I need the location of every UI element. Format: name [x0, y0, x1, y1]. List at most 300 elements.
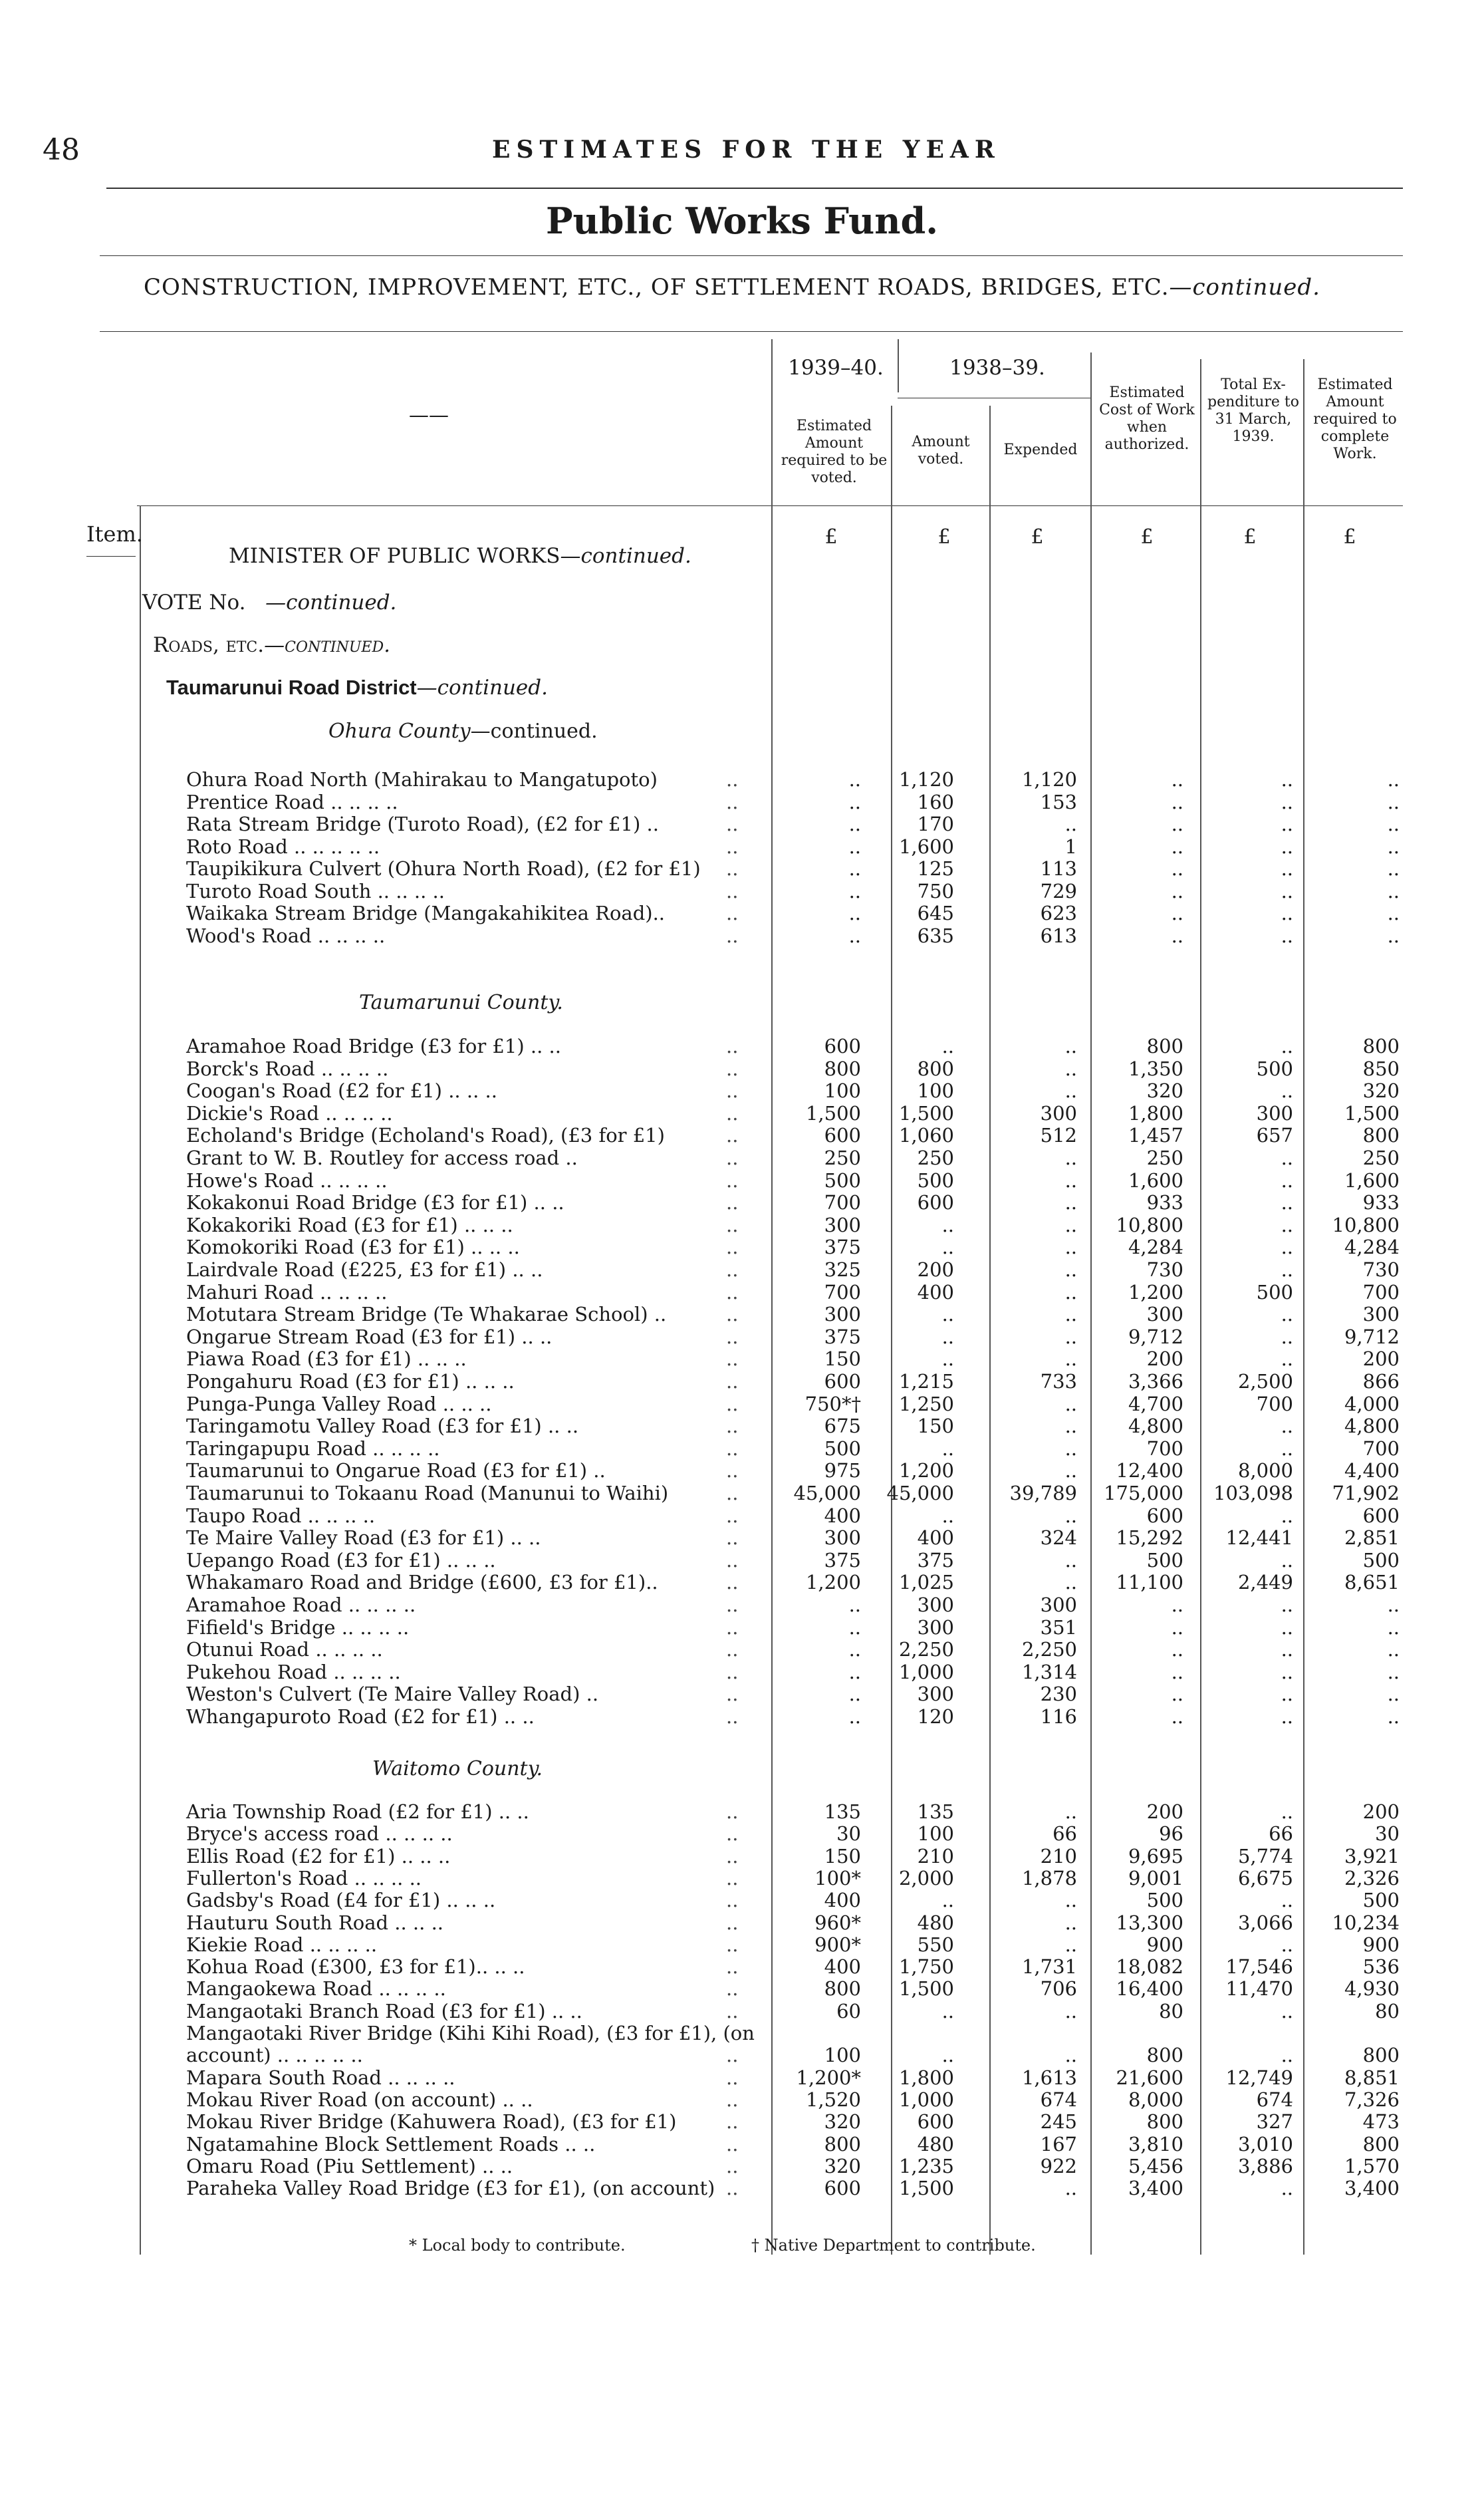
- row-name: Komokoriki Road (£3 for £1) .. .. ..: [186, 1236, 520, 1258]
- currency-c6: £: [1343, 525, 1356, 549]
- minister-text: MINISTER OF PUBLIC WORKS: [229, 544, 560, 568]
- row-cell-c5: 66: [1269, 1822, 1293, 1845]
- row-cell-c3: 116: [1040, 1705, 1077, 1728]
- row-cell-c1: 675: [824, 1415, 861, 1437]
- stub-dash: ——: [409, 404, 449, 427]
- row-cell-c6: 250: [1362, 1147, 1400, 1169]
- table-row: [0, 2022, 1484, 2044]
- row-cell-c6: 600: [1362, 1504, 1400, 1527]
- row-name: Mokau River Road (on account) .. ..: [186, 2088, 533, 2111]
- row-cell-c4: 12,400: [1116, 1459, 1183, 1482]
- subtitle-rule: [100, 331, 1403, 332]
- row-cell-c4: 320: [1146, 1079, 1183, 1102]
- row-cell-c6: 4,800: [1344, 1415, 1400, 1437]
- roads-heading: [153, 633, 390, 657]
- row-cell-c2: 160: [917, 791, 954, 813]
- header-rule: [106, 188, 1403, 189]
- row-cell-c4: 15,292: [1116, 1526, 1183, 1549]
- row-cell-c3: ..: [1064, 1258, 1077, 1281]
- row-cell-c3: 39,789: [1009, 1482, 1077, 1504]
- row-cell-c5: ..: [1281, 902, 1293, 924]
- table-row: [0, 881, 1484, 903]
- row-leader-dots: ..: [726, 791, 739, 813]
- row-leader-dots: ..: [726, 1347, 739, 1370]
- row-cell-c4: 1,350: [1128, 1057, 1183, 1080]
- row-cell-c2: 1,600: [898, 835, 954, 858]
- row-cell-c3: 623: [1040, 902, 1077, 924]
- row-cell-c4: 9,712: [1128, 1325, 1183, 1348]
- row-cell-c5: ..: [1281, 1236, 1293, 1258]
- row-cell-c3: 1,613: [1021, 2066, 1077, 2089]
- row-cell-c3: ..: [1064, 1057, 1077, 1080]
- row-name: Grant to W. B. Routley for access road ..: [186, 1147, 578, 1169]
- row-name: Motutara Stream Bridge (Te Whakarae School) ..: [186, 1303, 667, 1325]
- row-cell-c3: ..: [1064, 1933, 1077, 1956]
- row-leader-dots: ..: [726, 924, 739, 947]
- row-leader-dots: ..: [726, 1911, 739, 1934]
- row-cell-c4: 1,200: [1128, 1281, 1183, 1304]
- row-cell-c1: 100: [824, 2044, 861, 2066]
- row-leader-dots: ..: [726, 1616, 739, 1639]
- row-cell-c4: ..: [1171, 835, 1183, 858]
- row-leader-dots: ..: [726, 768, 739, 791]
- row-cell-c6: 2,851: [1344, 1526, 1400, 1549]
- row-cell-c1: 150: [824, 1347, 861, 1370]
- row-cell-c5: ..: [1281, 1035, 1293, 1057]
- row-cell-c6: 933: [1362, 1191, 1400, 1214]
- row-leader-dots: ..: [726, 1594, 739, 1616]
- table-row: [0, 1147, 1484, 1169]
- row-leader-dots: ..: [726, 2066, 739, 2089]
- row-cell-c2: 600: [917, 2110, 954, 2133]
- row-cell-c2: 750: [917, 880, 954, 903]
- table-row: [0, 836, 1484, 858]
- row-name: Kohua Road (£300, £3 for £1).. .. ..: [186, 1955, 525, 1978]
- row-cell-c6: 8,651: [1344, 1571, 1400, 1594]
- table-row: [0, 1036, 1484, 1057]
- row-cell-c1: 60: [836, 2000, 861, 2022]
- row-cell-c4: 500: [1146, 1889, 1183, 1911]
- table-row: [0, 2067, 1484, 2089]
- row-cell-c6: 536: [1362, 1955, 1400, 1978]
- row-cell-c1: ..: [848, 857, 861, 880]
- row-name: Omaru Road (Piu Settlement) .. ..: [186, 2155, 513, 2177]
- row-cell-c5: ..: [1281, 1683, 1293, 1705]
- row-cell-c3: 733: [1040, 1370, 1077, 1393]
- row-cell-c3: ..: [1064, 1169, 1077, 1192]
- minister-heading: [229, 544, 691, 568]
- row-cell-c4: 21,600: [1116, 2066, 1183, 2089]
- row-cell-c2: 125: [917, 857, 954, 880]
- row-cell-c6: ..: [1387, 880, 1400, 903]
- row-name: Ngatamahine Block Settlement Roads .. ..: [186, 2133, 596, 2156]
- row-cell-c2: 300: [917, 1683, 954, 1705]
- row-cell-c6: 1,600: [1344, 1169, 1400, 1192]
- row-cell-c1: 30: [836, 1822, 861, 1845]
- row-cell-c3: 66: [1052, 1822, 1077, 1845]
- row-cell-c1: ..: [848, 880, 861, 903]
- currency-c5: £: [1243, 525, 1257, 549]
- row-leader-dots: ..: [726, 1393, 739, 1415]
- row-cell-c1: ..: [848, 924, 861, 947]
- row-cell-c5: ..: [1281, 1303, 1293, 1325]
- row-cell-c1: 45,000: [793, 1482, 861, 1504]
- table-row: [0, 2044, 1484, 2066]
- row-cell-c5: ..: [1281, 1616, 1293, 1639]
- table-row: [0, 1505, 1484, 1527]
- row-cell-c2: 635: [917, 924, 954, 947]
- row-cell-c6: ..: [1387, 768, 1400, 791]
- row-cell-c2: ..: [941, 1325, 954, 1348]
- row-leader-dots: ..: [726, 1482, 739, 1504]
- row-cell-c3: ..: [1064, 1504, 1077, 1527]
- row-cell-c2: 150: [917, 1415, 954, 1437]
- row-cell-c4: 250: [1146, 1147, 1183, 1169]
- row-cell-c6: 2,326: [1344, 1867, 1400, 1889]
- row-cell-c4: ..: [1171, 1661, 1183, 1683]
- row-leader-dots: ..: [726, 1079, 739, 1102]
- row-leader-dots: ..: [726, 1169, 739, 1192]
- row-cell-c3: 2,250: [1021, 1638, 1077, 1661]
- row-name: Roto Road .. .. .. .. ..: [186, 835, 380, 858]
- row-cell-c3: 922: [1040, 2155, 1077, 2177]
- table-row: [0, 1868, 1484, 1889]
- row-name: Ongarue Stream Road (£3 for £1) .. ..: [186, 1325, 553, 1348]
- row-leader-dots: ..: [726, 835, 739, 858]
- row-cell-c5: ..: [1281, 857, 1293, 880]
- row-cell-c4: ..: [1171, 813, 1183, 835]
- row-cell-c4: 80: [1159, 2000, 1183, 2022]
- row-cell-c4: 300: [1146, 1303, 1183, 1325]
- row-name: Pongahuru Road (£3 for £1) .. .. ..: [186, 1370, 515, 1393]
- table-row: [0, 1934, 1484, 1956]
- row-cell-c4: 8,000: [1128, 2088, 1183, 2111]
- row-leader-dots: ..: [726, 813, 739, 835]
- row-cell-c3: 729: [1040, 880, 1077, 903]
- row-cell-c6: ..: [1387, 791, 1400, 813]
- row-cell-c6: ..: [1387, 902, 1400, 924]
- row-leader-dots: ..: [726, 1661, 739, 1683]
- row-cell-c4: 933: [1146, 1191, 1183, 1214]
- table-row: [0, 1594, 1484, 1616]
- row-cell-c5: ..: [1281, 1549, 1293, 1572]
- table-row: [0, 1304, 1484, 1325]
- row-cell-c1: 150: [824, 1845, 861, 1868]
- row-leader-dots: ..: [726, 857, 739, 880]
- row-cell-c5: 657: [1256, 1124, 1293, 1147]
- row-cell-c4: 800: [1146, 2110, 1183, 2133]
- row-cell-c5: 3,010: [1237, 2133, 1293, 2156]
- row-cell-c1: 800: [824, 1977, 861, 2000]
- row-cell-c1: 300: [824, 1303, 861, 1325]
- row-cell-c6: 30: [1375, 1822, 1400, 1845]
- row-cell-c3: ..: [1064, 1191, 1077, 1214]
- table-row: [0, 1326, 1484, 1348]
- row-cell-c5: ..: [1281, 1933, 1293, 1956]
- row-cell-c2: 1,235: [898, 2155, 954, 2177]
- header-est-complete: Estimated Amount required to complete Work.: [1313, 376, 1397, 462]
- row-cell-c1: 100*: [814, 1867, 861, 1889]
- row-cell-c1: 1,500: [805, 1102, 861, 1125]
- row-leader-dots: ..: [726, 1549, 739, 1572]
- row-leader-dots: ..: [726, 1504, 739, 1527]
- row-name: Taumarunui to Tokaanu Road (Manunui to Waihi): [186, 1482, 669, 1504]
- row-cell-c3: ..: [1064, 1079, 1077, 1102]
- row-leader-dots: ..: [726, 1977, 739, 2000]
- row-cell-c3: 351: [1040, 1616, 1077, 1639]
- row-cell-c1: ..: [848, 1683, 861, 1705]
- row-cell-c1: ..: [848, 791, 861, 813]
- row-cell-c6: 800: [1362, 1035, 1400, 1057]
- row-cell-c4: ..: [1171, 1705, 1183, 1728]
- row-name: Mangaokewa Road .. .. .. ..: [186, 1977, 446, 2000]
- row-cell-c5: ..: [1281, 2044, 1293, 2066]
- row-cell-c2: 120: [917, 1705, 954, 1728]
- row-name: Hauturu South Road .. .. ..: [186, 1911, 444, 1934]
- row-cell-c4: 4,700: [1128, 1393, 1183, 1415]
- row-name: Wood's Road .. .. .. ..: [186, 924, 386, 947]
- row-name: Ohura Road North (Mahirakau to Mangatupoto): [186, 768, 658, 791]
- row-cell-c1: 250: [824, 1147, 861, 1169]
- table-row: [0, 903, 1484, 924]
- row-cell-c1: 100: [824, 1079, 861, 1102]
- header-est-cost: Estimated Cost of Work when authorized.: [1099, 384, 1195, 453]
- row-cell-c6: 3,400: [1344, 2177, 1400, 2199]
- row-cell-c1: ..: [848, 1594, 861, 1616]
- row-cell-c6: 800: [1362, 1124, 1400, 1147]
- row-leader-dots: ..: [726, 1800, 739, 1823]
- table-row: [0, 858, 1484, 880]
- row-cell-c6: 866: [1362, 1370, 1400, 1393]
- row-cell-c2: ..: [941, 1889, 954, 1911]
- row-cell-c4: ..: [1171, 924, 1183, 947]
- row-cell-c4: 4,800: [1128, 1415, 1183, 1437]
- table-row: [0, 1080, 1484, 1102]
- row-leader-dots: ..: [726, 1035, 739, 1057]
- row-cell-c4: 500: [1146, 1549, 1183, 1572]
- row-cell-c3: 674: [1040, 2088, 1077, 2111]
- row-cell-c1: 1,520: [805, 2088, 861, 2111]
- row-cell-c1: ..: [848, 768, 861, 791]
- row-cell-c6: 320: [1362, 1079, 1400, 1102]
- row-cell-c2: ..: [941, 1347, 954, 1370]
- item-label: Item.: [86, 521, 143, 547]
- table-row: [0, 1889, 1484, 1911]
- row-cell-c1: 375: [824, 1236, 861, 1258]
- row-cell-c6: 4,400: [1344, 1459, 1400, 1482]
- row-cell-c4: 1,800: [1128, 1102, 1183, 1125]
- row-name: Mangaotaki Branch Road (£3 for £1) .. ..: [186, 2000, 582, 2022]
- row-cell-c4: 1,457: [1128, 1124, 1183, 1147]
- row-cell-c6: ..: [1387, 1638, 1400, 1661]
- row-cell-c1: ..: [848, 813, 861, 835]
- row-name: Lairdvale Road (£225, £3 for £1) .. ..: [186, 1258, 543, 1281]
- currency-c2: £: [937, 525, 951, 549]
- row-cell-c2: 1,500: [898, 2177, 954, 2199]
- row-cell-c5: 500: [1256, 1057, 1293, 1080]
- row-cell-c5: ..: [1281, 1347, 1293, 1370]
- row-cell-c3: ..: [1064, 1214, 1077, 1236]
- roads-continued: —continued.: [264, 633, 390, 657]
- row-cell-c6: ..: [1387, 1705, 1400, 1728]
- row-cell-c4: ..: [1171, 791, 1183, 813]
- currency-c1: £: [824, 525, 838, 549]
- row-cell-c4: 5,456: [1128, 2155, 1183, 2177]
- row-name: Kiekie Road .. .. .. ..: [186, 1933, 378, 1956]
- row-cell-c2: 1,750: [898, 1955, 954, 1978]
- row-name: Prentice Road .. .. .. ..: [186, 791, 398, 813]
- row-cell-c2: 45,000: [886, 1482, 954, 1504]
- row-cell-c5: 103,098: [1213, 1482, 1293, 1504]
- row-cell-c2: 1,500: [898, 1977, 954, 2000]
- row-cell-c6: ..: [1387, 813, 1400, 835]
- row-cell-c3: 300: [1040, 1594, 1077, 1616]
- row-cell-c2: 1,500: [898, 1102, 954, 1125]
- row-cell-c2: ..: [941, 1303, 954, 1325]
- row-cell-c1: 975: [824, 1459, 861, 1482]
- row-cell-c3: ..: [1064, 813, 1077, 835]
- row-cell-c1: ..: [848, 1616, 861, 1639]
- row-cell-c4: ..: [1171, 902, 1183, 924]
- row-name: Rata Stream Bridge (Turoto Road), (£2 for £1) ..: [186, 813, 659, 835]
- row-cell-c3: 613: [1040, 924, 1077, 947]
- table-row: [0, 1236, 1484, 1258]
- row-cell-c6: 500: [1362, 1549, 1400, 1572]
- row-cell-c1: 900*: [814, 1933, 861, 1956]
- row-cell-c4: 1,600: [1128, 1169, 1183, 1192]
- row-cell-c2: 645: [917, 902, 954, 924]
- row-cell-c5: ..: [1281, 1705, 1293, 1728]
- row-name: Dickie's Road .. .. .. ..: [186, 1102, 393, 1125]
- row-cell-c1: 135: [824, 1800, 861, 1823]
- row-cell-c2: 135: [917, 1800, 954, 1823]
- row-leader-dots: ..: [726, 1147, 739, 1169]
- row-leader-dots: ..: [726, 1325, 739, 1348]
- row-leader-dots: ..: [726, 1258, 739, 1281]
- row-cell-c5: ..: [1281, 813, 1293, 835]
- row-cell-c5: ..: [1281, 1147, 1293, 1169]
- row-leader-dots: ..: [726, 2000, 739, 2022]
- row-cell-c1: 320: [824, 2155, 861, 2177]
- table-row: [0, 2001, 1484, 2022]
- row-cell-c6: 9,712: [1344, 1325, 1400, 1348]
- row-cell-c5: 3,066: [1237, 1911, 1293, 1934]
- table-row: [0, 1460, 1484, 1482]
- roads-text: Roads, etc.: [153, 633, 265, 657]
- row-name: Mokau River Bridge (Kahuwera Road), (£3 for £1): [186, 2110, 677, 2133]
- row-cell-c3: 1,314: [1021, 1661, 1077, 1683]
- row-cell-c4: 3,810: [1128, 2133, 1183, 2156]
- row-cell-c1: 750*†: [804, 1393, 861, 1415]
- vote-heading: [142, 591, 396, 615]
- row-cell-c5: ..: [1281, 1079, 1293, 1102]
- row-cell-c6: 200: [1362, 1347, 1400, 1370]
- row-cell-c6: 10,234: [1332, 1911, 1400, 1934]
- row-cell-c5: ..: [1281, 1415, 1293, 1437]
- row-cell-c5: ..: [1281, 1191, 1293, 1214]
- table-row: [0, 1214, 1484, 1236]
- row-leader-dots: ..: [726, 1281, 739, 1304]
- row-name: Gadsby's Road (£4 for £1) .. .. ..: [186, 1889, 496, 1911]
- table-row: [0, 1170, 1484, 1192]
- row-cell-c1: 960*: [814, 1911, 861, 1934]
- row-name: Howe's Road .. .. .. ..: [186, 1169, 388, 1192]
- row-cell-c2: ..: [941, 1504, 954, 1527]
- row-name: Aramahoe Road Bridge (£3 for £1) .. ..: [186, 1035, 561, 1057]
- table-row: [0, 2177, 1484, 2199]
- row-cell-c3: 324: [1040, 1526, 1077, 1549]
- row-cell-c1: 400: [824, 1955, 861, 1978]
- row-name: Mapara South Road .. .. .. ..: [186, 2066, 455, 2089]
- row-leader-dots: ..: [726, 1459, 739, 1482]
- row-name: Aramahoe Road .. .. .. ..: [186, 1594, 416, 1616]
- row-name: Taupikikura Culvert (Ohura North Road), (£2 for £1): [186, 857, 701, 880]
- table-row: [0, 1550, 1484, 1572]
- subtitle-continued: —continued.: [1169, 274, 1320, 301]
- row-name: Otunui Road .. .. .. ..: [186, 1638, 383, 1661]
- row-cell-c4: 4,284: [1128, 1236, 1183, 1258]
- row-cell-c2: 1,215: [898, 1370, 954, 1393]
- row-name: Taumarunui to Ongarue Road (£3 for £1) ..: [186, 1459, 606, 1482]
- table-row: [0, 813, 1484, 835]
- row-leader-dots: ..: [726, 1683, 739, 1705]
- row-leader-dots: ..: [726, 1124, 739, 1147]
- table-row: [0, 1393, 1484, 1415]
- table-row: [0, 1415, 1484, 1437]
- row-cell-c1: 600: [824, 2177, 861, 2199]
- row-cell-c3: ..: [1064, 2044, 1077, 2066]
- row-leader-dots: ..: [726, 2177, 739, 2199]
- district-text: Taumarunui Road District: [166, 676, 417, 699]
- row-cell-c5: 500: [1256, 1281, 1293, 1304]
- row-cell-c2: ..: [941, 2000, 954, 2022]
- row-cell-c2: 1,800: [898, 2066, 954, 2089]
- section-subtitle: [144, 274, 1320, 301]
- row-cell-c2: 170: [917, 813, 954, 835]
- row-cell-c6: 473: [1362, 2110, 1400, 2133]
- row-cell-c4: 9,695: [1128, 1845, 1183, 1868]
- row-name: Taringamotu Valley Road (£3 for £1) .. ..: [186, 1415, 579, 1437]
- table-row: [0, 2089, 1484, 2111]
- row-leader-dots: ..: [726, 1705, 739, 1728]
- row-name: Paraheka Valley Road Bridge (£3 for £1), (on account): [186, 2177, 715, 2199]
- row-name: Echoland's Bridge (Echoland's Road), (£3 for £1): [186, 1124, 665, 1147]
- row-cell-c5: 5,774: [1237, 1845, 1293, 1868]
- row-cell-c3: 1,120: [1021, 768, 1077, 791]
- row-name: Kokakoriki Road (£3 for £1) .. .. ..: [186, 1214, 513, 1236]
- row-cell-c6: 900: [1362, 1933, 1400, 1956]
- row-leader-dots: ..: [726, 1955, 739, 1978]
- row-leader-dots: ..: [726, 1571, 739, 1594]
- currency-c3: £: [1031, 525, 1044, 549]
- row-cell-c5: 12,749: [1225, 2066, 1293, 2089]
- row-cell-c1: 325: [824, 1258, 861, 1281]
- row-cell-c6: 71,902: [1332, 1482, 1400, 1504]
- row-cell-c4: 9,001: [1128, 1867, 1183, 1889]
- row-cell-c3: 512: [1040, 1124, 1077, 1147]
- row-cell-c3: 230: [1040, 1683, 1077, 1705]
- year-divider: [898, 339, 899, 392]
- row-cell-c5: ..: [1281, 1325, 1293, 1348]
- table-row: [0, 1438, 1484, 1460]
- row-leader-dots: ..: [726, 2155, 739, 2177]
- row-cell-c2: 100: [917, 1079, 954, 1102]
- row-cell-c2: 1,060: [898, 1124, 954, 1147]
- row-cell-c2: ..: [941, 1035, 954, 1057]
- row-cell-c5: 2,449: [1237, 1571, 1293, 1594]
- header-1939-40: 1939–40.: [788, 356, 884, 380]
- row-cell-c6: 500: [1362, 1889, 1400, 1911]
